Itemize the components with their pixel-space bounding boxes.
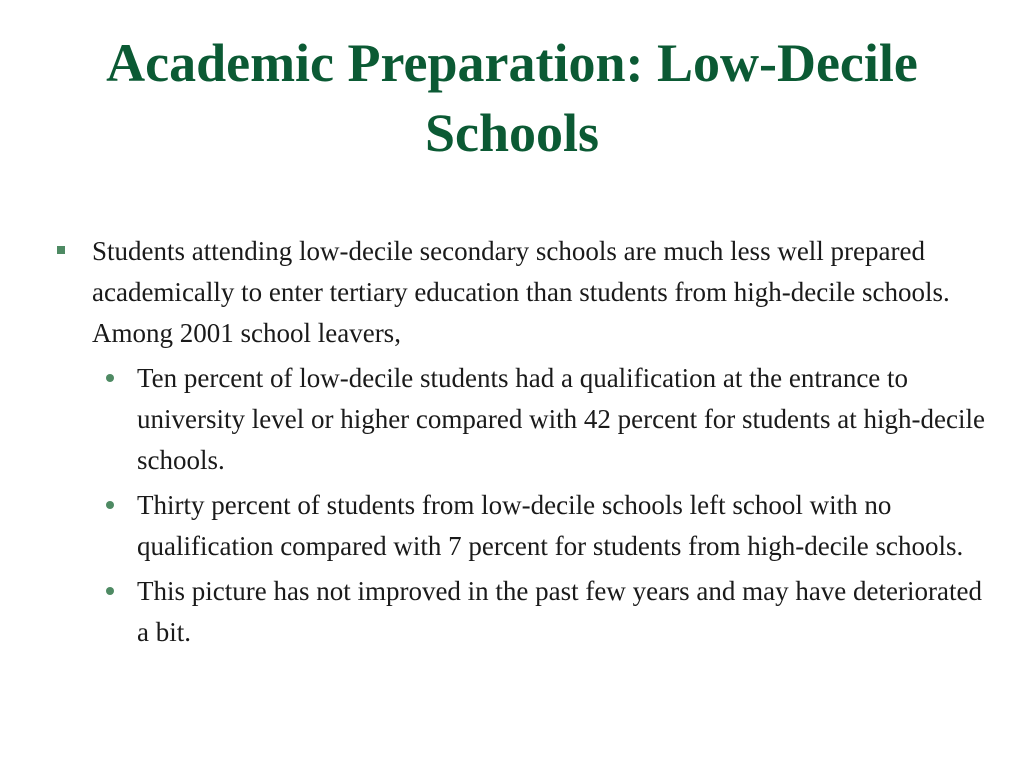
dot-bullet-icon (106, 374, 114, 382)
sub-bullet-text: Ten percent of low-decile students had a qualification at the entrance to university level or higher compared with 42 percent for students at high-decile schools. (137, 363, 985, 475)
sub-bullet-text: Thirty percent of students from low-decile schools left school with no qualification compared with 7 percent for students from high-decile schools. (137, 490, 964, 561)
main-bullet (92, 231, 972, 354)
sub-bullet-1 (137, 358, 997, 481)
sub-bullet-text: This picture has not improved in the past few years and may have deteriorated a bit. (137, 576, 982, 647)
main-bullet-text: Students attending low-decile secondary schools are much less well prepared academically to enter tertiary education than students from high-decile schools. Among 2001 school leavers, (92, 236, 950, 348)
sub-bullet-2 (137, 485, 997, 567)
dot-bullet-icon (106, 501, 114, 509)
slide-body (0, 231, 1024, 657)
slide-title: Academic Preparation: Low-Decile Schools (106, 33, 918, 163)
square-bullet-icon (57, 246, 65, 254)
sub-bullet-3 (137, 571, 997, 653)
dot-bullet-icon (106, 587, 114, 595)
